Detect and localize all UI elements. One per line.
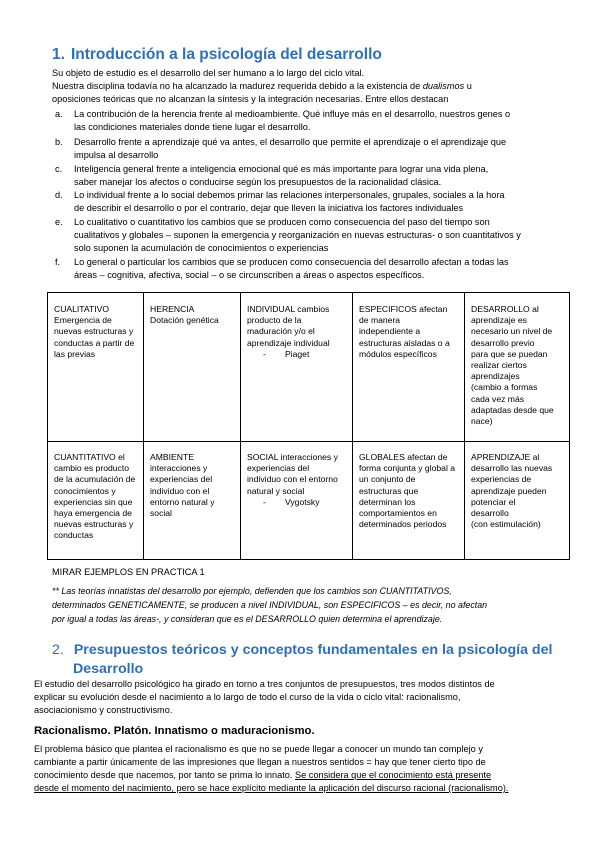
section-2-title-line-2: Desarrollo xyxy=(73,661,144,677)
intro-line-1: Su objeto de estudio es el desarrollo del ser humano a lo largo del ciclo vital. xyxy=(52,68,365,78)
dualisms-table xyxy=(47,292,570,560)
note-line-3: por igual a todas las áreas-, y consideran que es el DESARROLLO quien determina el aprendizaje. xyxy=(52,614,443,624)
section-2-heading xyxy=(52,641,572,679)
table-cell: CUALITATIVO Emergencia de nuevas estructuras y conductas a partir de las previas xyxy=(48,293,144,442)
section-2-line-2: explicar su evolución desde el nacimiento a lo largo de todo el curso de la vida o ciclo vital: racionalismo, xyxy=(34,692,461,702)
section-2-title-line-1: Presupuestos teóricos y conceptos fundamentales en la psicología del xyxy=(73,642,553,658)
table-cell: AMBIENTE interacciones y experiencias del individuo con el entorno natural y social xyxy=(144,442,241,560)
section-3-line-2: cambiante a partir únicamente de las impresiones que llegan a nuestros sentidos = hay que tener cierto tipo de xyxy=(34,757,486,767)
mirar-ejemplos: MIRAR EJEMPLOS EN PRACTICA 1 xyxy=(52,567,205,577)
table-row xyxy=(48,442,570,560)
note-line-1: ** Las teorías innatistas del desarrollo por ejemplo, defienden que los cambios son CUANTITATIVOS, xyxy=(52,586,452,596)
note-line-2: determinados GENETICAMENTE, se producen a nivel INDIVIDUAL, son ESPECIFICOS – es decir, no afectan xyxy=(52,600,488,610)
table-cell: SOCIAL interacciones y experiencias del individuo con el entorno natural y social - Vygotsky xyxy=(241,442,353,560)
section-3-heading: Racionalismo. Platón. Innatismo o maduracionismo. xyxy=(34,725,315,737)
table-cell: APRENDIZAJE al desarrollo las nuevas experiencias de aprendizaje pueden potenciar el desarrollo (con estimulación) xyxy=(465,442,570,560)
section-3-line-3: conocimiento desde que nacemos, por tanto se prima lo innato. Se considera que el conocimiento está presente xyxy=(34,770,492,780)
section-1-number: 1. xyxy=(52,46,65,63)
table-cell: HERENCIA Dotación genética xyxy=(144,293,241,442)
table-cell: DESARROLLO al aprendizaje es necesario un nivel de desarrollo previo para que se puedan realizar ciertos aprendizajes (cambio a formas cada vez más adaptadas desde que nace) xyxy=(465,293,570,442)
table-cell: GLOBALES afectan de forma conjunta y global a un conjunto de estructuras que determinan los comportamientos en determinados periodos xyxy=(353,442,465,560)
table-cell: ESPECIFICOS afectan de manera independiente a estructuras aisladas o a módulos específicos xyxy=(353,293,465,442)
section-3-line-4: desde el momento del nacimiento, pero se hace explícito mediante la aplicación del discurso racional (racionalismo). xyxy=(34,783,509,793)
table-cell: INDIVIDUAL cambios producto de la maduración y/o el aprendizaje individual - Piaget xyxy=(241,293,353,442)
document-page: 1. Introducción a la psicología del desarrollo Su objeto de estudio es el desarrollo del ser humano a lo largo del ciclo vital. Nuestra disciplina todavía no ha alcanzado la madurez requerida debido a la existencia de dualismos u oposiciones teóricas que no alcanzan la síntesis y la integración necesarias. Entre ellos destacan a. La contribución de la herencia frente al medioambiente. Qué influye más en el desarrollo, nuestros genes o las condiciones materiales donde tiene lugar el desarrollo. b. Desarrollo frente a aprendizaje qué va antes, el desarrollo que permite el aprendizaje o el aprendizaje que impulsa al desarrollo c. Inteligencia general frente a inteligencia emocional qué es más importante para lograr una vida plena, saber manejar los afectos o conducirse según los presupuestos de la racionalidad clásica. d. Lo individual frente a lo social debemos primar las relaciones interpersonales, grupales, sociales a la hora de describir el desarrollo o por el contrario, dejar que lleven la iniciativa los factores individuales e. Lo cualitativo o cuantitativo los cambios que se producen como consecuencia del paso del tiempo son cualitativos y globales – suponen la emergencia y reorganización en nuevas estructuras- o son cuantitativos y solo suponen la acumulación de conocimientos o experiencias f. Lo general o particular los cambios que se producen como consecuencia del desarrollo afectan a todas las áreas – cognitiva, afectiva, social – o se circunscriben a áreas o aspectos específicos. CUALITATIVO Emergencia de nuevas estructuras y conductas a partir de las previas HERENCIA Dotación genética INDIVIDUAL cambios producto de la maduración y/o el aprendizaje individual - Piaget ESPECIFICOS afectan de manera independiente a estructuras aisladas o a módulos específicos DESARROLLO al aprendizaje es necesario un nivel de desarrollo previo para que se puedan realizar ciertos aprendizajes (cambio a formas cada vez más adaptadas desde que nace) CUANTITATIVO el cambio es producto de la acumulación de conocimientos y experiencias sin que haya emergencia de nuevas estructuras y conductas AMBIENTE interacciones y experiencias del individuo con el entorno natural y social SOCIAL interacciones y experiencias del individuo con el entorno natural y social - Vygotsky GLOBALES afectan de forma conjunta y global a un conjunto de estructuras que determinan los comportamientos en determinados periodos APRENDIZAJE al desarrollo las nuevas experiencias de aprendizaje pueden potenciar el desarrollo (con estimulación) MIRAR EJEMPLOS EN PRACTICA 1 ** Las teorías innatistas del desarrollo por ejemplo, defienden que los cambios son CUANTITATIVOS, determinados GENETICAMENTE, se producen a nivel INDIVIDUAL, son ESPECIFICOS – es decir, no afectan por igual a todas las áreas-, y consideran que es el DESARROLLO quien determina el aprendizaje. 2. Presupuestos teóricos y conceptos fundamentales en la psicología del Desarrollo El estudio del desarrollo psicológico ha girado en torno a tres conjuntos de presupuestos, tres modos distintos de explicar su evolución desde el nacimiento a lo largo de todo el curso de la vida o ciclo vital: racionalismo, asociacionismo y constructivismo. Racionalismo. Platón. Innatismo o maduracionismo. El problema básico que plantea el racionalismo es que no se puede llegar a conocer un mundo tan complejo y cambiante a partir únicamente de las impresiones que llegan a nuestros sentidos = hay que tener cierto tipo de conocimiento desde que nacemos, por tanto se prima lo innato. Se considera que el conocimiento está presente desde el momento del nacimiento, pero se hace explícito mediante la aplicación del discurso racional (racionalismo). xyxy=(0,0,600,848)
intro-line-3: oposiciones teóricas que no alcanzan la síntesis y la integración necesarias. Entre ellos destacan xyxy=(52,94,449,104)
section-2-number: 2. xyxy=(52,642,64,658)
section-2-line-1: El estudio del desarrollo psicológico ha girado en torno a tres conjuntos de presupuestos, tres modos distintos de xyxy=(34,679,495,689)
section-3-line-1: El problema básico que plantea el racionalismo es que no se puede llegar a conocer un mundo tan complejo y xyxy=(34,744,483,754)
intro-line-2: Nuestra disciplina todavía no ha alcanzado la madurez requerida debido a la existencia de dualismos u xyxy=(52,81,472,91)
underlined-statement: Se considera que el conocimiento está presente xyxy=(294,770,492,780)
section-1-heading xyxy=(52,46,382,64)
table-row xyxy=(48,293,570,442)
section-1-title: Introducción a la psicología del desarrollo xyxy=(70,46,382,63)
section-2-line-3: asociacionismo y constructivismo. xyxy=(34,705,173,715)
dualismos-term: dualismos xyxy=(422,81,465,91)
table-cell: CUANTITATIVO el cambio es producto de la acumulación de conocimientos y experiencias sin que haya emergencia de nuevas estructuras y conductas xyxy=(48,442,144,560)
